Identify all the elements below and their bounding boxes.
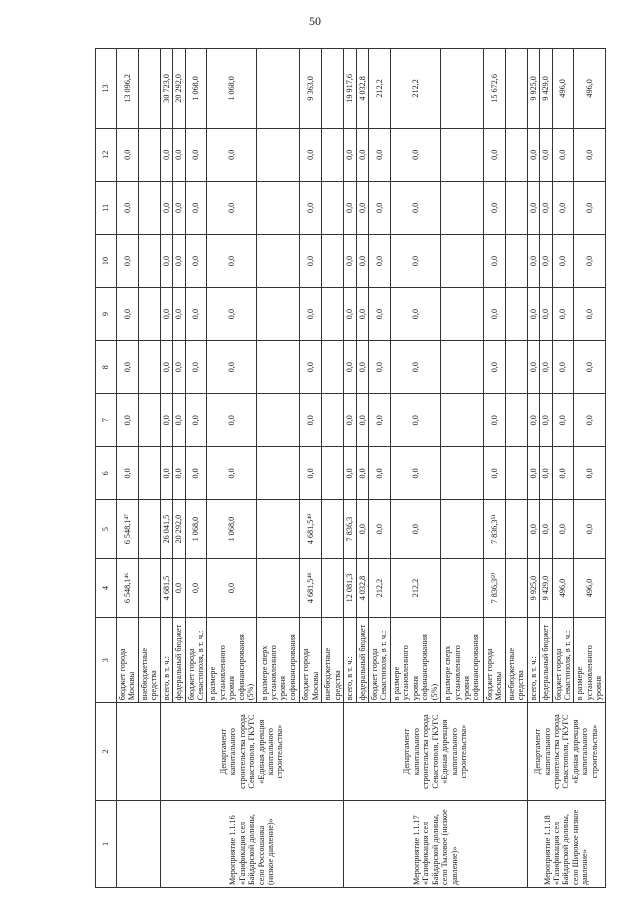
value-cell (257, 447, 300, 500)
column-header: 4 (96, 558, 117, 617)
value-cell (440, 288, 483, 341)
value-cell: 0,0 (369, 181, 391, 234)
value-cell: 6 548,1⁴⁶ (117, 558, 139, 617)
value-cell: 0,0 (300, 128, 322, 181)
funding-source-cell: внебюджетные средства (322, 618, 344, 703)
column-header: 8 (96, 341, 117, 394)
value-cell: 0,0 (344, 288, 356, 341)
funding-source-cell: федеральный бюджет (356, 618, 368, 703)
value-cell: 9 925,0 (527, 49, 539, 129)
value-cell: 0,0 (160, 128, 172, 181)
value-cell: 0,0 (356, 181, 368, 234)
value-cell: 0,0 (300, 234, 322, 287)
value-cell: 0,0 (207, 234, 257, 287)
value-cell: 0,0 (483, 234, 505, 287)
value-cell: 0,0 (552, 341, 574, 394)
event-name-cell: Мероприятие 1.1.16 «Газификация сел Байдарской долины, село Россошанка (низкое давление)» (160, 800, 343, 887)
value-cell: 0,0 (173, 234, 185, 287)
value-cell: 7 836,3 (344, 500, 356, 558)
value-cell: 0,0 (540, 500, 552, 558)
value-cell: 0,0 (207, 447, 257, 500)
value-cell (505, 128, 527, 181)
value-cell: 0,0 (160, 341, 172, 394)
value-cell: 0,0 (527, 447, 539, 500)
value-cell: 212,2 (369, 558, 391, 617)
value-cell: 0,0 (117, 341, 139, 394)
value-cell (322, 234, 344, 287)
value-cell: 0,0 (207, 394, 257, 447)
value-cell: 212,2 (369, 49, 391, 129)
value-cell (322, 447, 344, 500)
value-cell: 496,0 (574, 49, 605, 129)
value-cell: 0,0 (160, 447, 172, 500)
table-header-row (96, 49, 117, 888)
value-cell: 0,0 (390, 394, 440, 447)
funding-source-cell: в размере установленного уровня софинансирования (5%) (207, 618, 257, 703)
table-row (527, 49, 539, 888)
value-cell: 0,0 (390, 128, 440, 181)
value-cell: 0,0 (390, 500, 440, 558)
table-row (160, 49, 172, 888)
value-cell (138, 500, 160, 558)
value-cell: 13 096,2 (117, 49, 139, 129)
value-cell: 0,0 (300, 288, 322, 341)
value-cell: 0,0 (300, 447, 322, 500)
value-cell (322, 128, 344, 181)
value-cell (257, 49, 300, 129)
funding-source-cell: внебюджетные средства (505, 618, 527, 703)
value-cell: 0,0 (540, 394, 552, 447)
value-cell: 0,0 (483, 341, 505, 394)
value-cell (138, 181, 160, 234)
value-cell (505, 341, 527, 394)
value-cell: 0,0 (540, 234, 552, 287)
value-cell (440, 341, 483, 394)
value-cell: 0,0 (185, 288, 207, 341)
value-cell: 0,0 (356, 341, 368, 394)
value-cell (505, 447, 527, 500)
funding-source-cell: федеральный бюджет (173, 618, 185, 703)
value-cell: 0,0 (540, 288, 552, 341)
value-cell: 0,0 (527, 128, 539, 181)
value-cell: 4 032,8 (356, 49, 368, 129)
value-cell: 0,0 (552, 128, 574, 181)
value-cell: 0,0 (574, 341, 605, 394)
funding-source-cell: бюджет города Севастополя, в т. ч.: (369, 618, 391, 703)
value-cell: 0,0 (574, 394, 605, 447)
value-cell: 0,0 (356, 288, 368, 341)
funding-source-cell: всего, в т. ч.: (527, 618, 539, 703)
value-cell: 0,0 (160, 288, 172, 341)
value-cell: 0,0 (574, 447, 605, 500)
value-cell: 0,0 (117, 447, 139, 500)
value-cell (440, 128, 483, 181)
value-cell: 9 363,0 (300, 49, 322, 129)
value-cell: 0,0 (300, 181, 322, 234)
value-cell: 0,0 (356, 447, 368, 500)
value-cell (257, 500, 300, 558)
value-cell: 0,0 (160, 394, 172, 447)
value-cell: 0,0 (185, 234, 207, 287)
value-cell: 0,0 (300, 341, 322, 394)
value-cell (138, 49, 160, 129)
value-cell: 0,0 (185, 558, 207, 617)
value-cell: 0,0 (390, 288, 440, 341)
value-cell (322, 394, 344, 447)
funding-source-cell: внебюджетные средства (138, 618, 160, 703)
event-cell-continued (117, 800, 161, 887)
value-cell: 0,0 (390, 181, 440, 234)
value-cell: 4 032,8 (356, 558, 368, 617)
value-cell (440, 49, 483, 129)
value-cell (138, 128, 160, 181)
value-cell: 0,0 (574, 500, 605, 558)
value-cell (257, 341, 300, 394)
value-cell: 0,0 (173, 288, 185, 341)
event-name-cell: Мероприятие 1.1.17 «Газификация сел Байдарской долины, село Тыловое (низкое давление)» (344, 800, 527, 887)
value-cell: 0,0 (527, 288, 539, 341)
value-cell: 0,0 (552, 234, 574, 287)
value-cell: 0,0 (527, 181, 539, 234)
value-cell: 0,0 (185, 128, 207, 181)
value-cell: 12 081,3 (344, 558, 356, 617)
value-cell: 7 836,3⁵¹ (483, 500, 505, 558)
rotated-table-container (95, 48, 604, 888)
value-cell: 0,0 (390, 447, 440, 500)
value-cell: 1 068,0 (207, 500, 257, 558)
value-cell: 0,0 (369, 447, 391, 500)
value-cell: 0,0 (552, 394, 574, 447)
funding-source-cell: в размере сверх установленного уровня софинансирования (257, 618, 300, 703)
value-cell: 0,0 (483, 394, 505, 447)
value-cell: 0,0 (527, 341, 539, 394)
value-cell: 0,0 (390, 341, 440, 394)
funding-source-cell: федеральный бюджет (540, 618, 552, 703)
value-cell: 7 836,3⁵⁰ (483, 558, 505, 617)
value-cell: 20 292,0 (173, 49, 185, 129)
value-cell: 0,0 (369, 341, 391, 394)
value-cell (440, 394, 483, 447)
page-number: 50 (309, 14, 321, 28)
value-cell: 0,0 (185, 447, 207, 500)
value-cell (440, 181, 483, 234)
value-cell (505, 558, 527, 617)
value-cell: 0,0 (527, 234, 539, 287)
value-cell (322, 288, 344, 341)
event-name-cell: Мероприятие 1.1.18 «Газификация сел Байдарской долины, село Широкое низкое давление» (527, 800, 605, 887)
funding-source-cell: бюджет города Севастополя, в т. ч.: (185, 618, 207, 703)
value-cell: 30 723,0 (160, 49, 172, 129)
value-cell: 0,0 (344, 234, 356, 287)
value-cell: 0,0 (344, 181, 356, 234)
value-cell: 0,0 (173, 341, 185, 394)
funding-source-cell: в размере установленного уровня софинансирования (5%) (390, 618, 440, 703)
document-page (95, 48, 604, 888)
value-cell: 0,0 (369, 128, 391, 181)
value-cell: 0,0 (552, 288, 574, 341)
budget-table (95, 48, 606, 888)
value-cell: 0,0 (207, 558, 257, 617)
value-cell: 0,0 (483, 447, 505, 500)
value-cell: 0,0 (117, 181, 139, 234)
value-cell: 9 429,0 (540, 49, 552, 129)
value-cell: 0,0 (540, 128, 552, 181)
value-cell (322, 49, 344, 129)
value-cell: 26 041,5 (160, 500, 172, 558)
column-header: 1 (96, 800, 117, 887)
value-cell: 0,0 (527, 500, 539, 558)
value-cell: 0,0 (117, 394, 139, 447)
value-cell (257, 234, 300, 287)
value-cell: 9 925,0 (527, 558, 539, 617)
table-row (117, 49, 139, 888)
value-cell: 0,0 (574, 181, 605, 234)
value-cell (257, 394, 300, 447)
column-header: 13 (96, 49, 117, 129)
value-cell: 0,0 (207, 128, 257, 181)
value-cell: 0,0 (574, 288, 605, 341)
value-cell (257, 181, 300, 234)
value-cell: 0,0 (527, 394, 539, 447)
value-cell: 0,0 (483, 128, 505, 181)
value-cell: 0,0 (160, 181, 172, 234)
funding-source-cell: бюджет города Москвы (117, 618, 139, 703)
table-row (344, 49, 356, 888)
column-header: 6 (96, 447, 117, 500)
value-cell: 0,0 (207, 341, 257, 394)
column-header: 2 (96, 703, 117, 801)
column-header: 3 (96, 618, 117, 703)
value-cell: 0,0 (552, 447, 574, 500)
value-cell (322, 500, 344, 558)
value-cell: 0,0 (160, 234, 172, 287)
value-cell (322, 558, 344, 617)
value-cell: 0,0 (390, 234, 440, 287)
funding-source-cell: всего, в т. ч.: (344, 618, 356, 703)
value-cell: 0,0 (369, 500, 391, 558)
value-cell: 0,0 (173, 128, 185, 181)
executor-cell: Департамент капитального строительства города Севастополя, ГКУГС «Единая дирекция капитального строительства» (527, 703, 605, 801)
value-cell: 0,0 (356, 394, 368, 447)
value-cell: 0,0 (369, 394, 391, 447)
funding-source-cell: в размере сверх установленного уровня софинансирования (440, 618, 483, 703)
value-cell (505, 394, 527, 447)
column-header: 9 (96, 288, 117, 341)
value-cell (138, 394, 160, 447)
value-cell: 0,0 (185, 181, 207, 234)
value-cell: 0,0 (207, 181, 257, 234)
value-cell: 0,0 (552, 181, 574, 234)
column-header: 12 (96, 128, 117, 181)
value-cell (505, 49, 527, 129)
value-cell: 0,0 (117, 288, 139, 341)
value-cell: 496,0 (574, 558, 605, 617)
value-cell (505, 181, 527, 234)
funding-source-cell: всего, в т. ч.: (160, 618, 172, 703)
value-cell: 1 068,0 (185, 49, 207, 129)
value-cell (440, 447, 483, 500)
value-cell: 0,0 (117, 234, 139, 287)
value-cell: 0,0 (344, 447, 356, 500)
value-cell: 0,0 (552, 500, 574, 558)
value-cell: 20 292,0 (173, 500, 185, 558)
value-cell: 4 681,5⁴⁸ (300, 558, 322, 617)
executor-cell: Департамент капитального строительства города Севастополя, ГКУГС «Единая дирекция капитального строительства» (344, 703, 527, 801)
value-cell: 0,0 (356, 234, 368, 287)
value-cell (505, 288, 527, 341)
value-cell (440, 558, 483, 617)
value-cell (505, 500, 527, 558)
value-cell: 0,0 (540, 447, 552, 500)
value-cell: 0,0 (369, 234, 391, 287)
value-cell: 212,2 (390, 558, 440, 617)
value-cell: 0,0 (483, 288, 505, 341)
value-cell: 0,0 (117, 128, 139, 181)
value-cell (257, 128, 300, 181)
value-cell: 0,0 (185, 394, 207, 447)
value-cell: 9 429,0 (540, 558, 552, 617)
value-cell: 0,0 (369, 288, 391, 341)
column-header: 11 (96, 181, 117, 234)
value-cell: 4 681,5⁴⁹ (300, 500, 322, 558)
value-cell: 0,0 (356, 500, 368, 558)
value-cell: 15 672,6 (483, 49, 505, 129)
value-cell (257, 288, 300, 341)
value-cell (138, 341, 160, 394)
value-cell: 0,0 (207, 288, 257, 341)
value-cell (322, 341, 344, 394)
value-cell: 6 548,1⁴⁷ (117, 500, 139, 558)
column-header: 5 (96, 500, 117, 558)
funding-source-cell: бюджет города Москвы (300, 618, 322, 703)
column-header: 10 (96, 234, 117, 287)
value-cell: 0,0 (356, 128, 368, 181)
value-cell (440, 234, 483, 287)
funding-source-cell: бюджет города Севастополя, в т. ч.: (552, 618, 574, 703)
value-cell: 4 681,5 (160, 558, 172, 617)
value-cell: 0,0 (344, 341, 356, 394)
value-cell: 0,0 (185, 341, 207, 394)
value-cell: 19 917,6 (344, 49, 356, 129)
value-cell: 0,0 (574, 128, 605, 181)
value-cell: 0,0 (300, 394, 322, 447)
value-cell: 0,0 (540, 181, 552, 234)
value-cell: 212,2 (390, 49, 440, 129)
value-cell: 496,0 (552, 49, 574, 129)
value-cell (440, 500, 483, 558)
value-cell (322, 181, 344, 234)
value-cell: 0,0 (173, 394, 185, 447)
funding-source-cell: бюджет города Москвы (483, 618, 505, 703)
value-cell (138, 558, 160, 617)
executor-cell: Департамент капитального строительства города Севастополя, ГКУГС «Единая дирекция капитального строительства» (160, 703, 343, 801)
value-cell (138, 234, 160, 287)
value-cell (138, 288, 160, 341)
value-cell: 0,0 (574, 234, 605, 287)
value-cell: 1 068,0 (207, 49, 257, 129)
value-cell (257, 558, 300, 617)
value-cell: 0,0 (540, 341, 552, 394)
value-cell: 1 068,0 (185, 500, 207, 558)
value-cell: 0,0 (344, 394, 356, 447)
executor-cell-continued (117, 703, 161, 801)
value-cell: 0,0 (173, 181, 185, 234)
value-cell: 0,0 (483, 181, 505, 234)
value-cell: 0,0 (173, 447, 185, 500)
column-header: 7 (96, 394, 117, 447)
funding-source-cell: в размере установленного уровня (574, 618, 605, 703)
value-cell (505, 234, 527, 287)
value-cell (138, 447, 160, 500)
value-cell: 496,0 (552, 558, 574, 617)
value-cell: 0,0 (173, 558, 185, 617)
value-cell: 0,0 (344, 128, 356, 181)
